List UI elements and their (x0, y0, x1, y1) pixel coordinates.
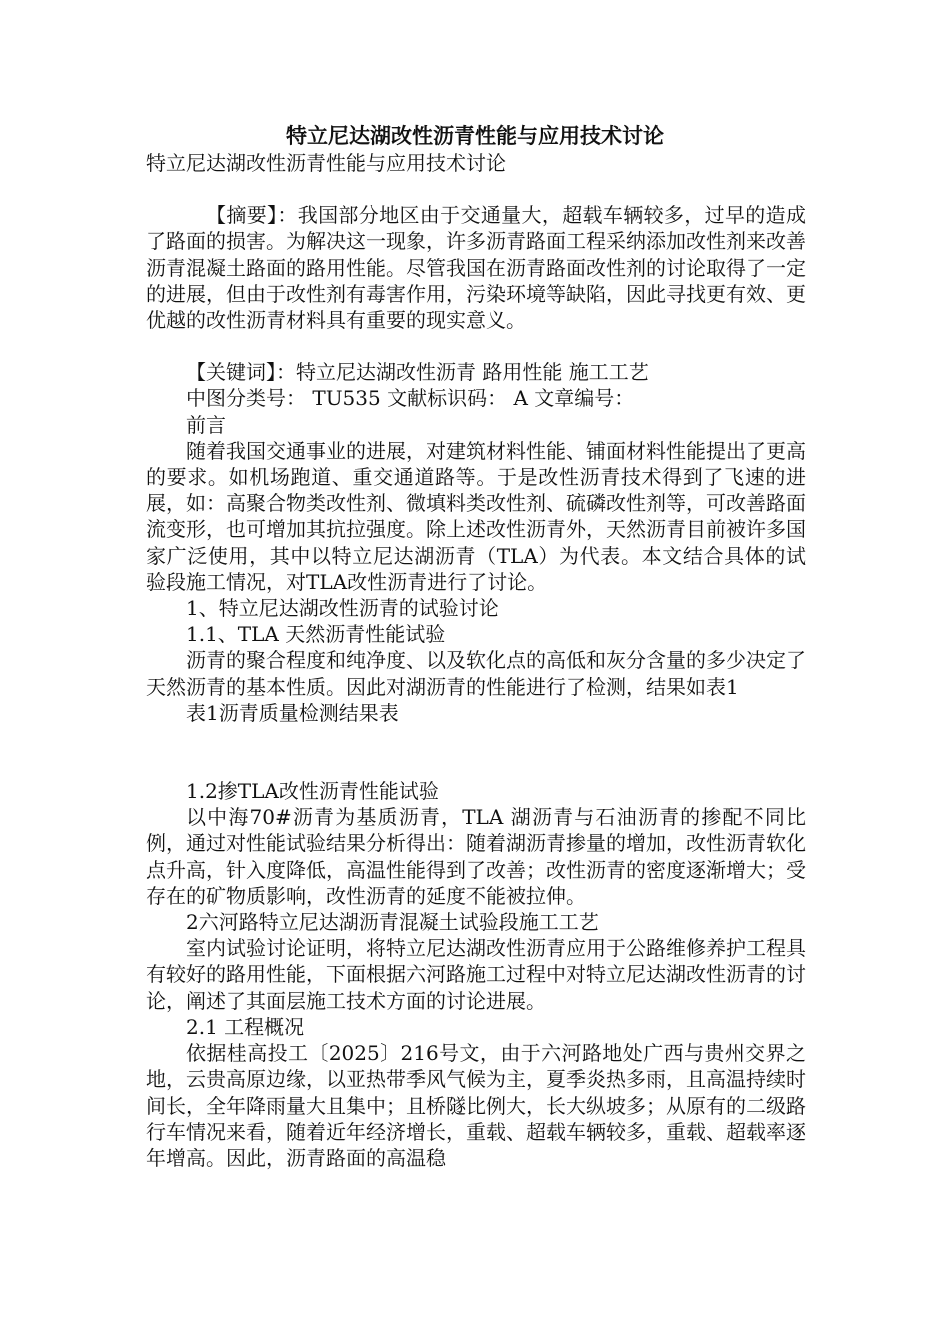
spacer (146, 333, 806, 359)
table-placeholder (146, 726, 806, 778)
section-1-1-paragraph: 沥青的聚合程度和纯净度、以及软化点的高低和灰分含量的多少决定了天然沥青的基本性质。因此对湖沥青的性能进行了检测，结果如表1 (146, 648, 806, 699)
section-1-1-heading: 1.1、TLA 天然沥青性能试验 (186, 622, 446, 647)
table-1-caption: 表1沥青质量检测结果表 (186, 700, 399, 725)
section-1-2-heading: 1.2掺TLA改性沥青性能试验 (186, 779, 439, 804)
document-subtitle: 特立尼达湖改性沥青性能与应用技术讨论 (146, 151, 506, 175)
section-2-1-paragraph: 依据桂高投工〔2025〕216号文，由于六河路地处广西与贵州交界之地，云贵高原边缘，以亚热带季风气候为主，夏季炎热多雨，且高温持续时间长，全年降雨量大且集中；且桥隧比例大，长大纵坡多；从原有的二级路行车情况来看，随着近年经济增长，重载、超载车辆较多，重载、超载率逐年增高。因此，沥青路面的高温稳 (146, 1041, 806, 1170)
section-1-2-paragraph: 以中海70#沥青为基质沥青，TLA 湖沥青与石油沥青的掺配不同比例，通过对性能试验结果分析得出：随着湖沥青掺量的增加，改性沥青软化点升高，针入度降低，高温性能得到了改善；改性沥青的密度逐渐增大；受存在的矿物质影响，改性沥青的延度不能被拉伸。 (146, 805, 806, 908)
classification-line: 中图分类号： TU535 文献标识码： A 文章编号： (186, 386, 635, 411)
section-2-heading: 2六河路特立尼达湖沥青混凝土试验段施工工艺 (186, 910, 599, 935)
preface-paragraph: 随着我国交通事业的进展，对建筑材料性能、铺面材料性能提出了更高的要求。如机场跑道、重交通道路等。于是改性沥青技术得到了飞速的进展，如：高聚合物类改性剂、微填料类改性剂、硫磷改性剂等，可改善路面流变形，也可增加其抗拉强度。除上述改性沥青外，天然沥青目前被许多国家广泛使用，其中以特立尼达湖沥青（TLA）为代表。本文结合具体的试验段施工情况，对TLA改性沥青进行了讨论。 (146, 438, 806, 594)
section-1-heading: 1、特立尼达湖改性沥青的试验讨论 (186, 596, 499, 621)
spacer (146, 176, 806, 202)
section-2-paragraph: 室内试验讨论证明，将特立尼达湖改性沥青应用于公路维修养护工程具有较好的路用性能，下面根据六河路施工过程中对特立尼达湖改性沥青的讨论，阐述了其面层施工技术方面的讨论进展。 (146, 936, 806, 1013)
abstract-paragraph: 【摘要】：我国部分地区由于交通量大，超载车辆较多，过早的造成了路面的损害。为解决这一现象，许多沥青路面工程采纳添加改性剂来改善沥青混凝土路面的路用性能。尽管我国在沥青路面改性剂的讨论取得了一定的进展，但由于改性剂有毒害作用，污染环境等缺陷，因此寻找更有效、更优越的改性沥青材料具有重要的现实意义。 (146, 203, 806, 333)
preface-heading: 前言 (186, 412, 226, 437)
keywords-line: 【关键词】：特立尼达湖改性沥青 路用性能 施工工艺 (186, 360, 649, 385)
section-2-1-heading: 2.1 工程概况 (186, 1014, 305, 1039)
document-body (146, 150, 806, 1171)
document-title: 特立尼达湖改性沥青性能与应用技术讨论 (286, 123, 664, 148)
